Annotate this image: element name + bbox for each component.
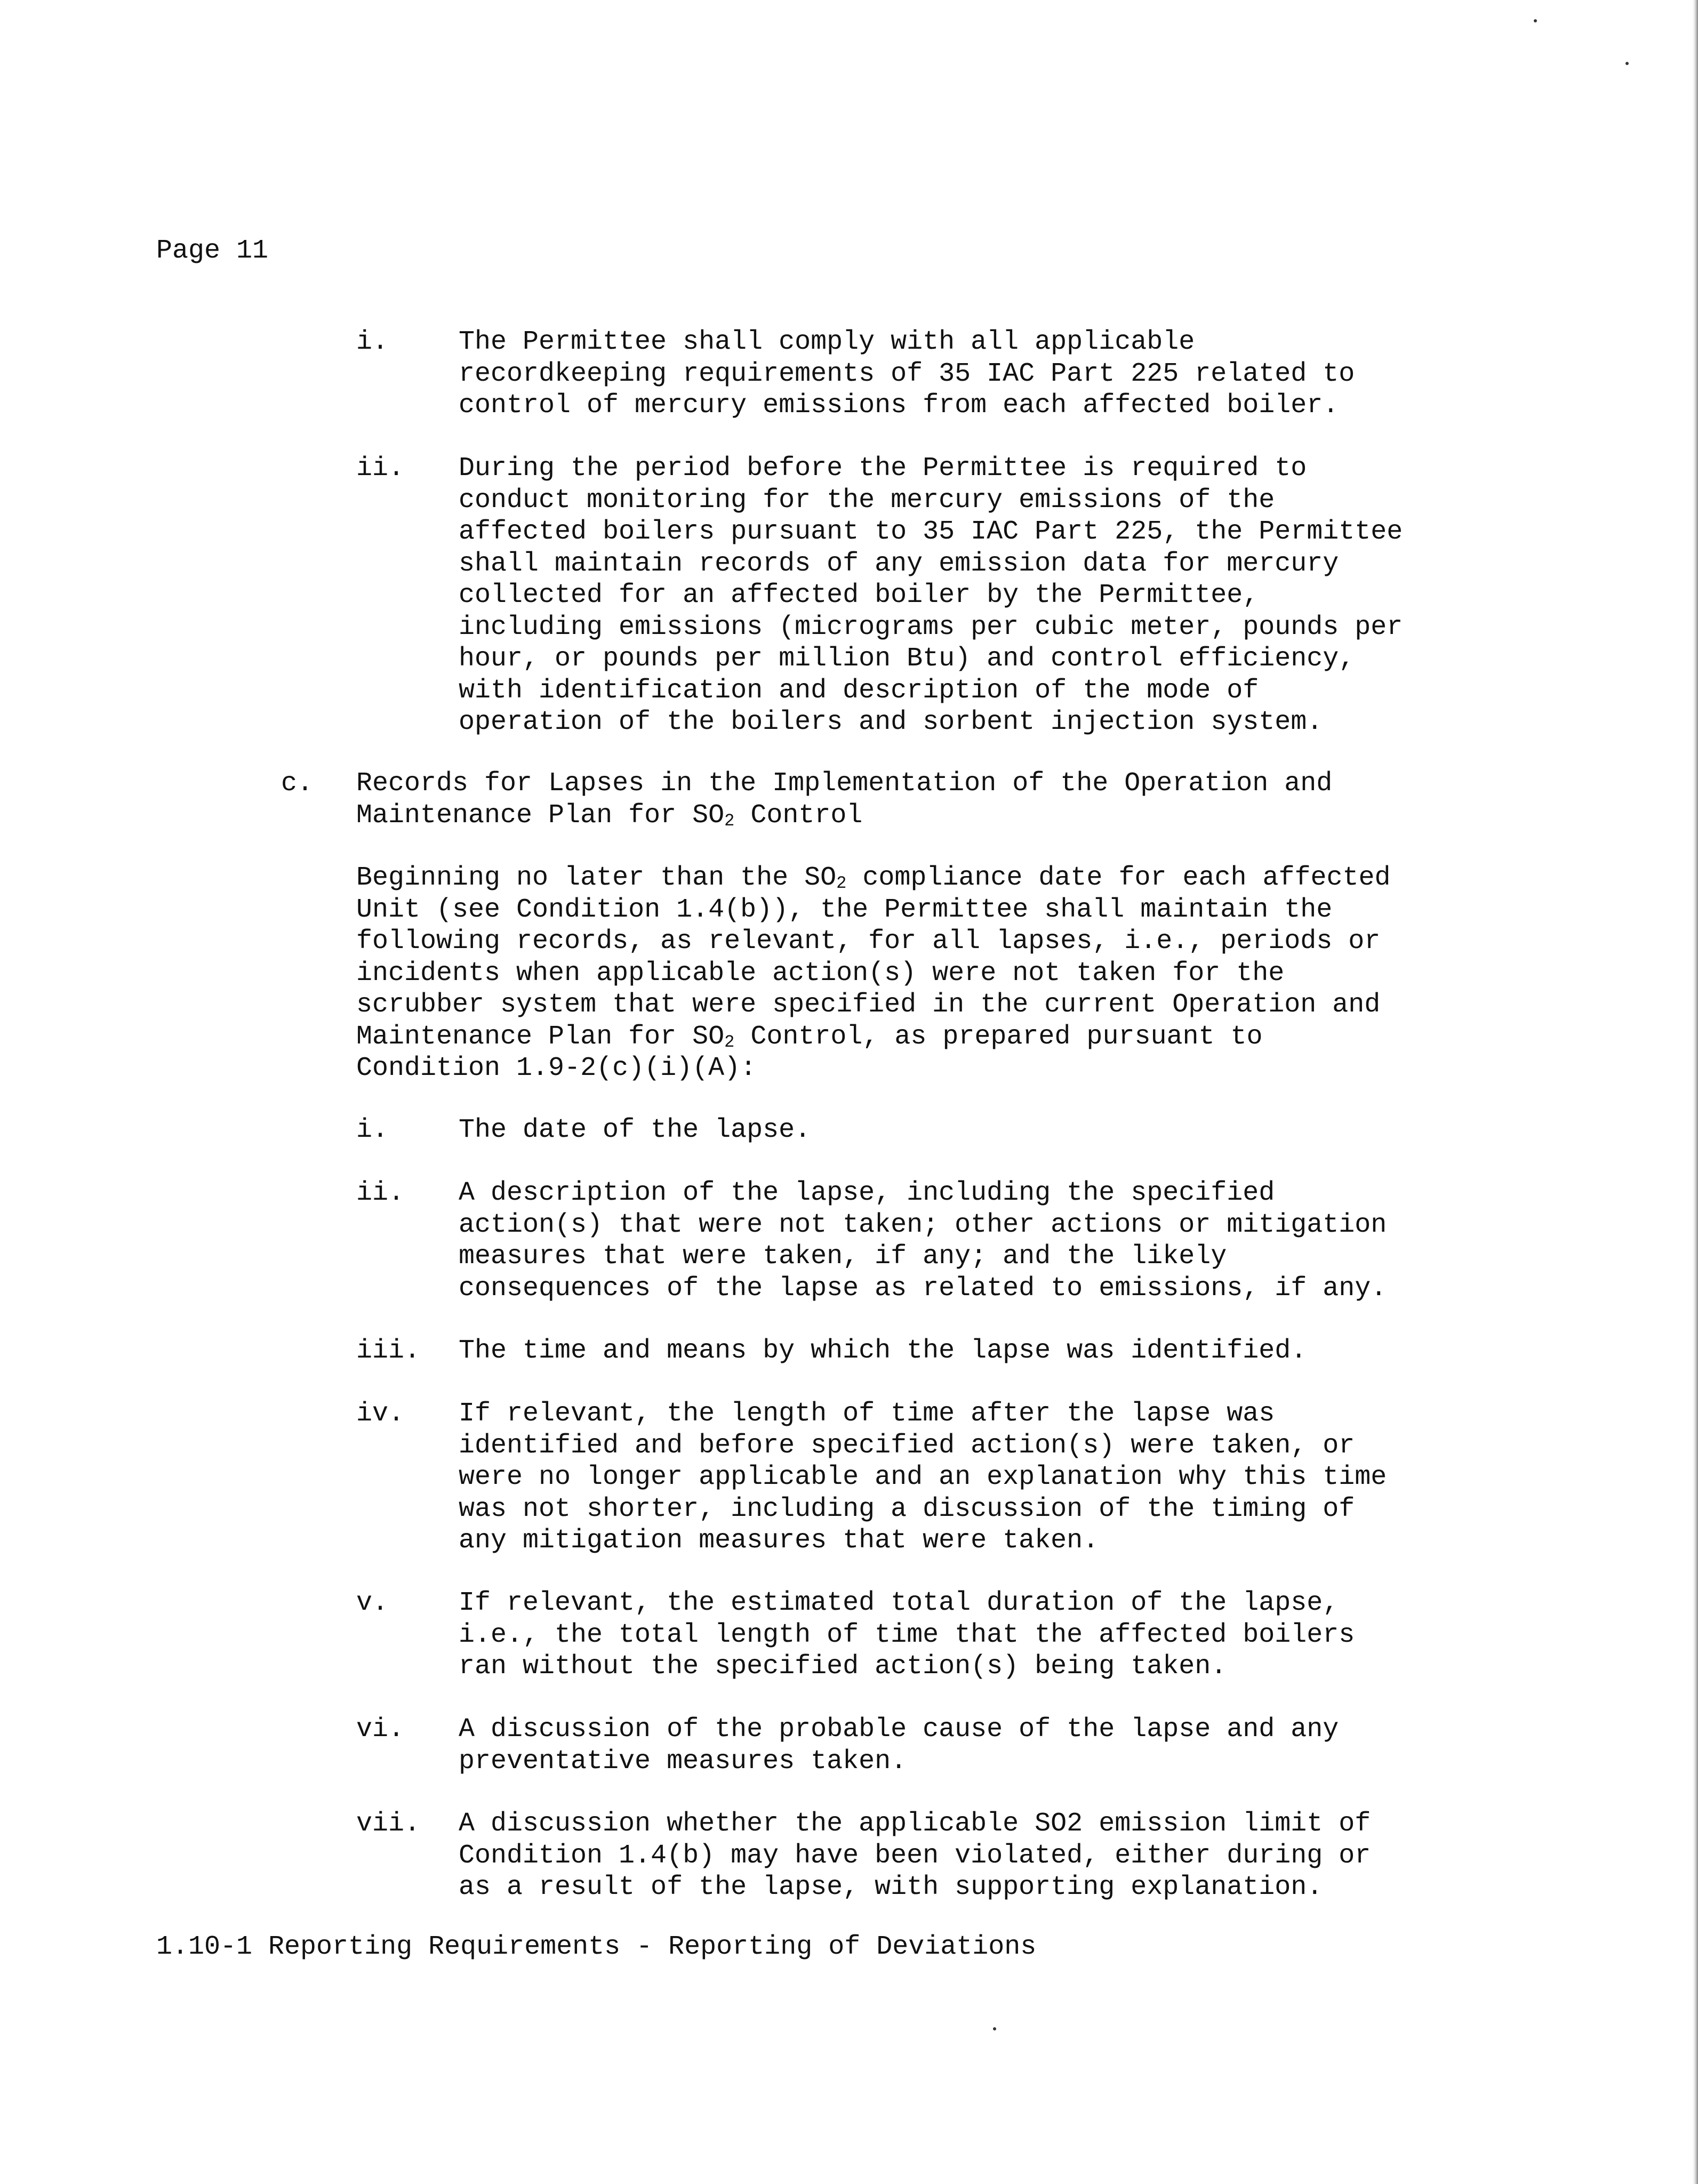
text-line: affected boilers pursuant to 35 IAC Part 225, the Permittee xyxy=(459,517,1403,547)
section-c-paragraph xyxy=(356,862,1391,1085)
text-line: recordkeeping requirements of 35 IAC Part 225 related to xyxy=(459,358,1355,389)
text-line: shall maintain records of any emission data for mercury xyxy=(459,548,1339,579)
text-line: with identification and description of the mode of xyxy=(459,675,1259,706)
list-item-text xyxy=(459,1114,1499,1146)
list-marker: vii. xyxy=(356,1809,421,1839)
text-line: Unit (see Condition 1.4(b)), the Permittee shall maintain the xyxy=(356,894,1333,925)
text-line: identified and before specified action(s) were taken, or xyxy=(459,1430,1355,1461)
text-line: If relevant, the estimated total duration of the lapse, xyxy=(459,1588,1339,1618)
text-line: A discussion whether the applicable SO2 emission limit of xyxy=(459,1809,1371,1839)
text-line: any mitigation measures that were taken. xyxy=(459,1525,1099,1556)
text-line: following records, as relevant, for all lapses, i.e., periods or xyxy=(356,926,1381,957)
list-marker: iv. xyxy=(356,1399,405,1429)
text-line: hour, or pounds per million Btu) and control efficiency, xyxy=(459,644,1355,674)
list-marker: c. xyxy=(281,768,314,799)
text-line: collected for an affected boiler by the Permittee, xyxy=(459,580,1259,611)
text-line: scrubber system that were specified in the current Operation and xyxy=(356,990,1381,1020)
text-line: The date of the lapse. xyxy=(459,1115,811,1145)
list-item-text xyxy=(459,1335,1499,1367)
list-marker: v. xyxy=(356,1588,389,1618)
text-line: A description of the lapse, including the specified xyxy=(459,1178,1275,1208)
list-item-text xyxy=(459,453,1499,738)
text-line: action(s) that were not taken; other actions or mitigation xyxy=(459,1209,1387,1240)
text-line: Maintenance Plan for $SO_2$ Control, as prepared pursuant to xyxy=(356,1021,1263,1052)
text-line: If relevant, the length of time after the lapse was xyxy=(459,1399,1275,1429)
scan-speck xyxy=(1534,19,1537,22)
text-line: control of mercury emissions from each affected boiler. xyxy=(459,390,1339,421)
text-line: preventative measures taken. xyxy=(459,1746,907,1777)
list-item-text xyxy=(459,1398,1499,1557)
text-line: ran without the specified action(s) being taken. xyxy=(459,1651,1227,1682)
list-item-text xyxy=(459,326,1499,422)
text-line: was not shorter, including a discussion of the timing of xyxy=(459,1494,1355,1524)
text-line: During the period before the Permittee is required to xyxy=(459,453,1307,484)
text-line: i.e., the total length of time that the affected boilers xyxy=(459,1619,1355,1650)
text-line: A discussion of the probable cause of the lapse and any xyxy=(459,1714,1339,1745)
text-line: measures that were taken, if any; and the likely xyxy=(459,1241,1227,1272)
list-marker: vi. xyxy=(356,1714,405,1745)
list-marker: i. xyxy=(356,327,389,357)
page-number: Page 11 xyxy=(156,236,269,266)
text-line: incidents when applicable action(s) were not taken for the xyxy=(356,958,1285,989)
text-line: Maintenance Plan for $SO_2$ Control xyxy=(356,800,863,831)
text-line: The Permittee shall comply with all applicable xyxy=(459,327,1195,357)
scan-speck xyxy=(993,2027,996,2030)
text-line: were no longer applicable and an explanation why this time xyxy=(459,1462,1387,1492)
text-line: as a result of the lapse, with supporting explanation. xyxy=(459,1872,1323,1902)
list-marker: ii. xyxy=(356,1178,405,1208)
list-marker: i. xyxy=(356,1115,389,1145)
section-c-title xyxy=(356,768,1332,831)
text-line: operation of the boilers and sorbent injection system. xyxy=(459,707,1323,737)
list-item-text xyxy=(459,1714,1499,1777)
text-line: including emissions (micrograms per cubic meter, pounds per xyxy=(459,612,1403,643)
text-line: The time and means by which the lapse was identified. xyxy=(459,1336,1307,1366)
list-item-text xyxy=(459,1808,1499,1904)
list-item-text xyxy=(459,1587,1499,1683)
text-line: Beginning no later than the $SO_2$ compliance date for each affected xyxy=(356,863,1391,893)
text-line: Condition 1.4(b) may have been violated, either during or xyxy=(459,1840,1371,1871)
scan-edge-line xyxy=(1693,0,1698,2184)
text-line: conduct monitoring for the mercury emissions of the xyxy=(459,485,1275,516)
text-line: Condition 1.9-2(c)(i)(A): xyxy=(356,1053,757,1083)
list-item-text xyxy=(459,1177,1499,1304)
text-line: Records for Lapses in the Implementation of the Operation and xyxy=(356,768,1333,799)
list-marker: iii. xyxy=(356,1336,421,1366)
section-heading: 1.10-1 Reporting Requirements - Reporting of Deviations xyxy=(156,1932,1037,1962)
text-line: consequences of the lapse as related to emissions, if any. xyxy=(459,1273,1387,1304)
list-marker: ii. xyxy=(356,453,405,484)
scan-speck xyxy=(1625,62,1629,65)
